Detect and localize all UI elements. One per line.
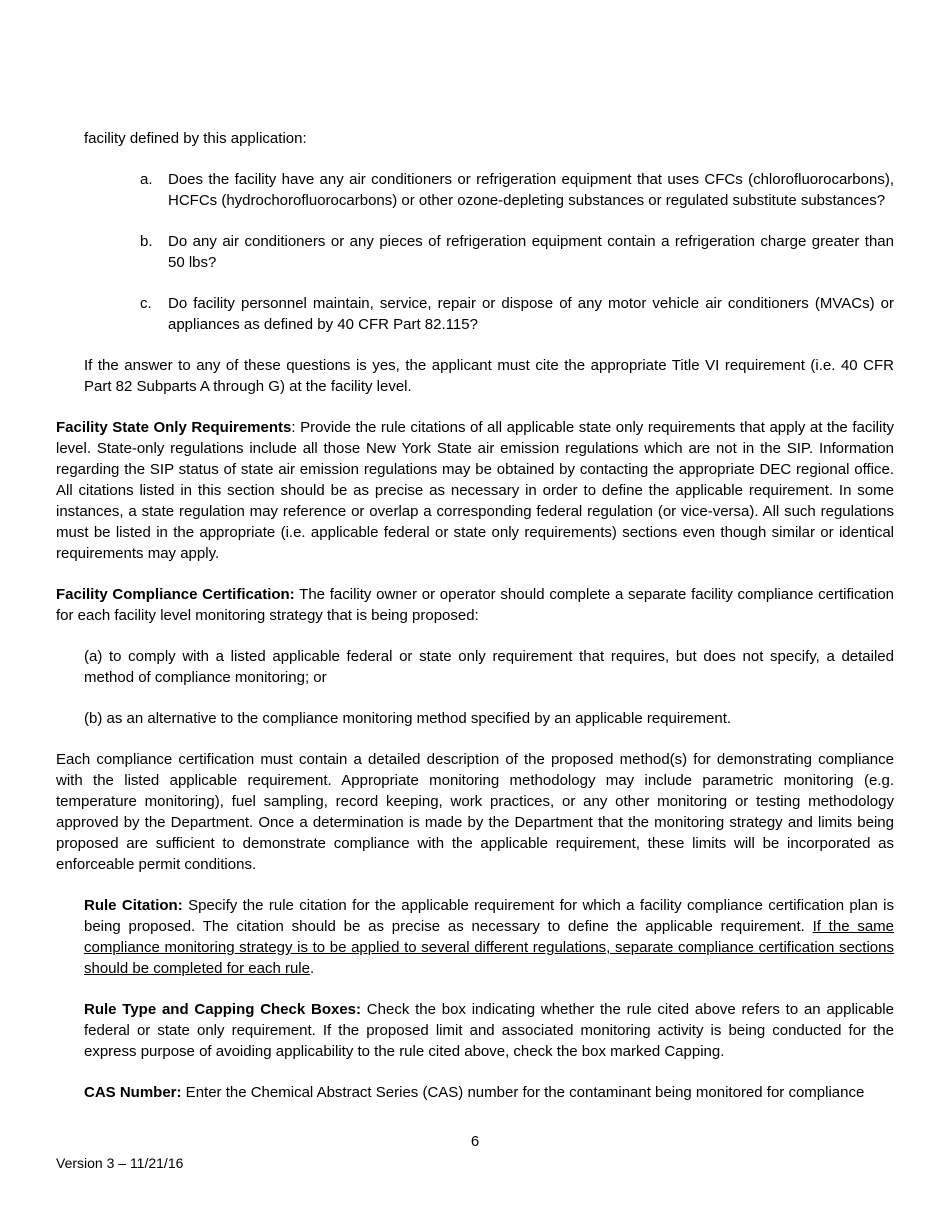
rule-type-heading: Rule Type and Capping Check Boxes: [84,1001,362,1018]
option-b: (b) as an alternative to the compliance monitoring method specified by an applicable requirement. [84,710,732,727]
option-a: (a) to comply with a listed applicable federal or state only requirement that requires, but does not specify, a detailed method of compliance monitoring; or [84,648,894,686]
question-marker: c. [140,295,152,312]
question-b [140,231,894,273]
rule-citation-body: Specify the rule citation for the applicable requirement for which a facility compliance certification plan is being proposed. The citation should be as precise as necessary to define the applicable requirement. [84,897,894,935]
rule-citation-section [84,895,894,979]
cas-body: Enter the Chemical Abstract Series (CAS) number for the contaminant being monitored for compliance [181,1084,865,1101]
title-vi-paragraph: If the answer to any of these questions is yes, the applicant must cite the appropriate Title VI requirement (i.e. 40 CFR Part 82 Subparts A through G) at the facility level. [84,357,894,395]
rule-type-section [84,999,894,1062]
question-c [140,293,894,335]
state-only-heading: Facility State Only Requirements [56,419,292,436]
ozone-questions-list [56,169,894,335]
compliance-cert-heading: Facility Compliance Certification: [56,586,295,603]
rule-citation-heading: Rule Citation: [84,897,183,914]
question-marker: b. [140,233,153,250]
document-page [56,128,894,1103]
rule-type-body: Check the box indicating whether the rule cited above refers to an applicable federal or state only requirement. If the proposed limit and associated monitoring activity is being conducted for the express purpose of avoiding applicability to the rule cited above, check the box marked Capping. [84,1001,894,1060]
question-text: Do any air conditioners or any pieces of refrigeration equipment contain a refrigeration charge greater than 50 lbs? [168,233,894,271]
question-text: Does the facility have any air conditioners or refrigeration equipment that uses CFCs (chlorofluorocarbons), HCFCs (hydrochorofluorocarbons) or other ozone-depleting substances or regulated substitute substances? [168,171,894,209]
each-cert-paragraph: Each compliance certification must contain a detailed description of the proposed method(s) for demonstrating compliance with the listed applicable requirement. Appropriate monitoring methodology may include parametric monitoring (e.g. temperature monitoring), fuel sampling, record keeping, work practices, or any other monitoring or testing methodology approved by the Department. Once a determination is made by the Department that the monitoring strategy and limits being proposed are sufficient to demonstrate compliance with the applicable requirement, these limits will be incorporated as enforceable permit conditions. [56,751,894,873]
state-only-section [56,417,894,564]
rule-citation-underlined: If the same compliance monitoring strategy is to be applied to several different regulations, separate compliance certification sections should be completed for each rule [84,918,894,977]
compliance-cert-body: The facility owner or operator should complete a separate facility compliance certification for each facility level monitoring strategy that is being proposed: [56,586,895,624]
version-label: Version 3 – 11/21/16 [56,1155,184,1171]
state-only-body: : Provide the rule citations of all applicable state only requirements that apply at the facility level. State-only regulations include all those New York State air emission regulations which are not in the SIP. Information regarding the SIP status of state air emission regulations may be obtained by contacting the appropriate DEC regional office. All citations listed in this section should be as precise as necessary in order to define the applicable requirement. In some instances, a state regulation may reference or overlap a corresponding federal regulation (or vice-versa). All such regulations must be listed in the appropriate (i.e. applicable federal or state only requirements) sections even though similar or identical requirements may apply. [56,419,894,562]
intro-text: facility defined by this application: [84,130,307,147]
question-marker: a. [140,171,153,188]
rule-citation-end: . [309,960,315,977]
cas-heading: CAS Number: [84,1084,182,1101]
question-text: Do facility personnel maintain, service, repair or dispose of any motor vehicle air conditioners (MVACs) or appliances as defined by 40 CFR Part 82.115? [168,295,894,333]
compliance-cert-section [56,584,894,626]
question-a [140,169,894,211]
page-number: 6 [470,1133,480,1150]
cas-section [84,1082,894,1103]
